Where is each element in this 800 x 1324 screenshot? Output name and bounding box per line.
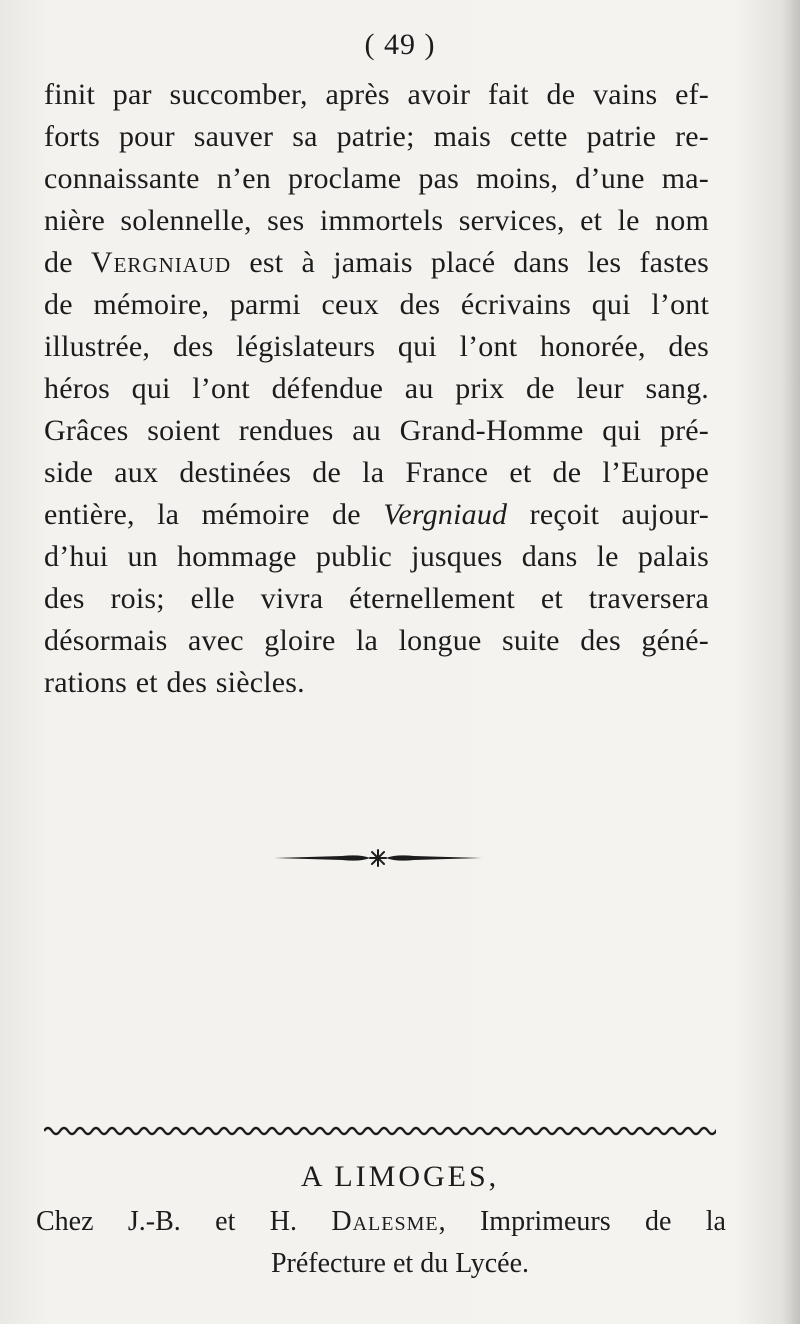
text-segment: de (44, 246, 91, 279)
text-line: des rois; elle vivra éternellement et traversera (44, 582, 709, 615)
text-line: de mémoire, parmi ceux des écrivains qui l’ont (44, 288, 709, 321)
text-segment: est à jamais placé dans les fastes (231, 246, 709, 279)
text-line: finit par succomber, après avoir fait de vains ef- (44, 78, 709, 111)
text-line: side aux destinées de la France et de l’Europe (44, 456, 709, 489)
text-line: nière solennelle, ses immortels services, et le nom (44, 204, 709, 237)
page-edge-shadow (782, 0, 800, 1324)
text-line (44, 242, 709, 284)
name-vergniaud-italic: Vergniaud (383, 498, 508, 531)
text-line: rations et des siècles. (44, 666, 305, 699)
wavy-rule (44, 1124, 716, 1138)
text-line: désormais avec gloire la longue suite des géné- (44, 624, 709, 657)
text-line: connaissante n’en proclame pas moins, d’une ma- (44, 162, 709, 195)
printer-name: Dalesme (331, 1206, 439, 1237)
page-number: ( 49 ) (364, 28, 436, 61)
text-line: forts pour sauver sa patrie; mais cette patrie re- (44, 120, 709, 153)
text-line (44, 494, 709, 536)
text-segment: , Imprimeurs de la (438, 1206, 726, 1237)
ornament-divider (272, 846, 484, 870)
text-line: héros qui l’ont défendue au prix de leur sang. (44, 372, 709, 405)
text-line: illustrée, des législateurs qui l’ont honorée, des (44, 330, 709, 363)
text-segment: reçoit aujour- (507, 498, 709, 531)
text-segment: entière, la mémoire de (44, 498, 384, 531)
imprint-printer (36, 1206, 726, 1238)
text-line: d’hui un hommage public jusques dans le palais (44, 540, 709, 573)
imprint-institution: Préfecture et du Lycée. (270, 1248, 530, 1279)
imprint-city: A LIMOGES, (300, 1160, 500, 1193)
text-line: Grâces soient rendues au Grand-Homme qui pré- (44, 414, 709, 447)
name-vergniaud: Vergniaud (90, 246, 232, 279)
body-text (44, 74, 709, 704)
text-segment: Chez J.-B. et H. (36, 1206, 332, 1237)
